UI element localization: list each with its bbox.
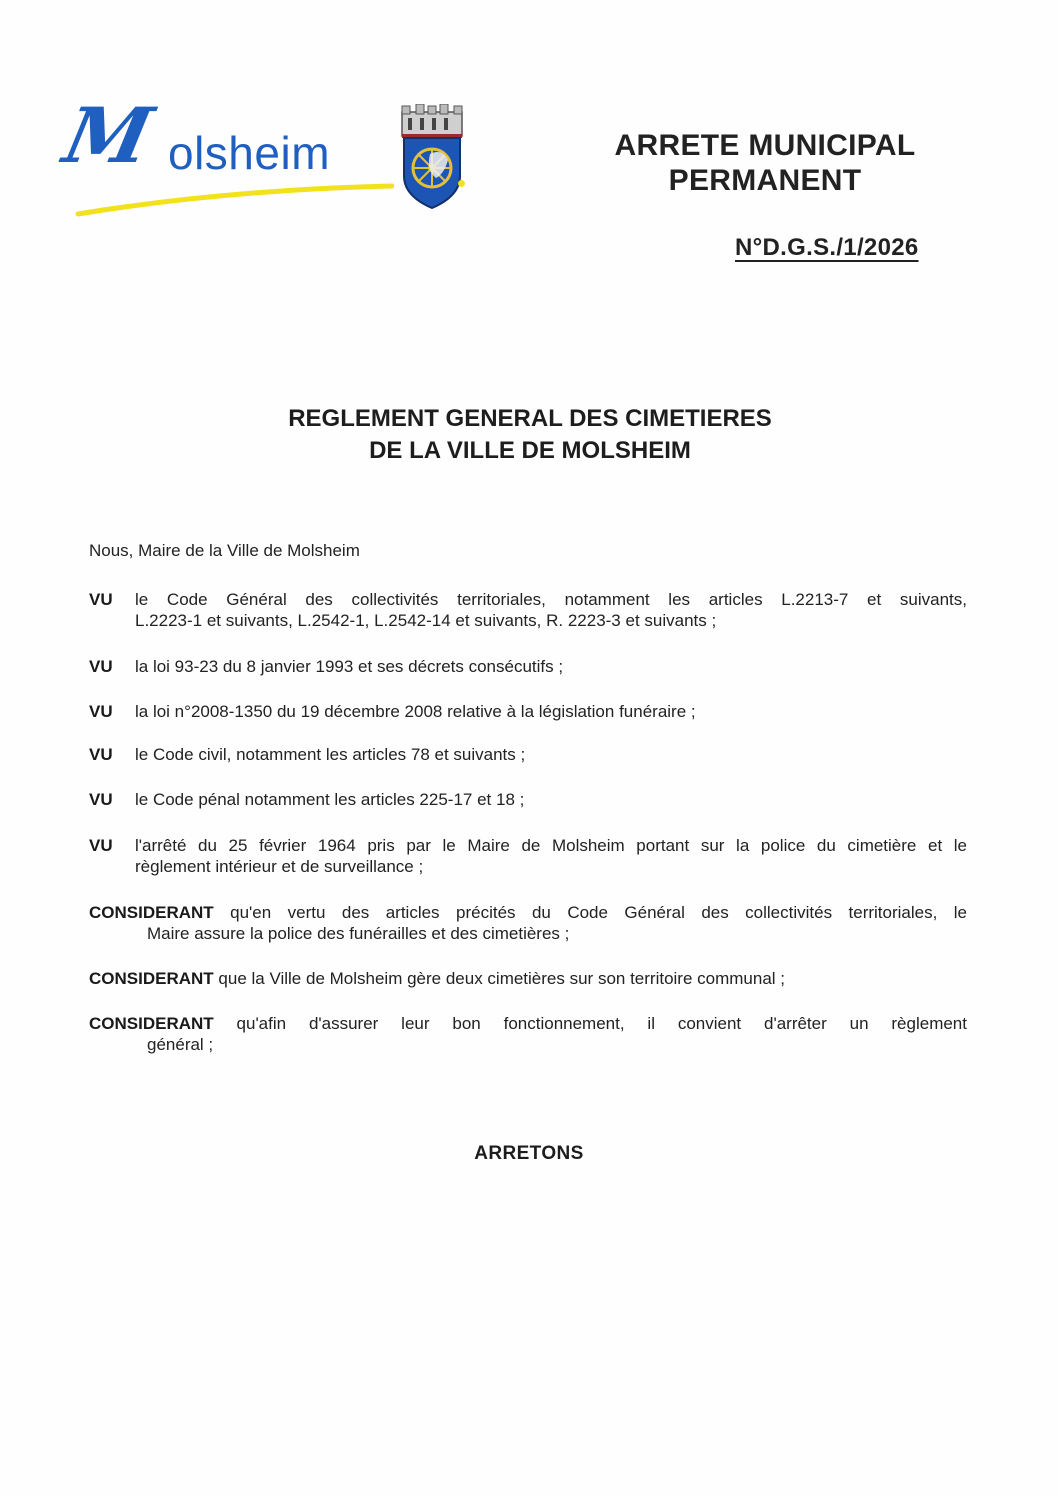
visa-text-line: le Code Général des collectivités territoriales, notamment les articles L.2213-7 et suivants, xyxy=(135,590,967,609)
considerant-keyword: CONSIDERANT xyxy=(89,969,214,988)
molsheim-logo xyxy=(56,91,476,228)
document-type-line2: PERMANENT xyxy=(668,164,862,197)
visa-keyword: VU xyxy=(89,745,113,764)
considerant-text: que la Ville de Molsheim gère deux cimetières sur son territoire communal ; xyxy=(218,969,786,988)
logo-initial: M xyxy=(56,91,156,180)
visa-text-line: L.2223-1 et suivants, L.2542-1, L.2542-14 et suivants, R. 2223-3 et suivants ; xyxy=(135,611,717,630)
considerant-text-line2: général ; xyxy=(147,1035,214,1054)
considerant-clause xyxy=(89,1013,967,1055)
considerant-text: qu'afin d'assurer leur bon fonctionnement, il convient d'arrêter un règlement xyxy=(236,1014,967,1033)
visa-keyword: VU xyxy=(89,836,113,855)
considerant-clause xyxy=(89,902,967,944)
considerant-clause xyxy=(89,968,967,989)
visa-text: la loi 93-23 du 8 janvier 1993 et ses décrets consécutifs ; xyxy=(135,657,564,676)
considerant-keyword: CONSIDERANT xyxy=(89,1014,214,1033)
visa-text-line: règlement intérieur et de surveillance ; xyxy=(135,857,424,876)
considerant-text-line2: Maire assure la police des funérailles et des cimetières ; xyxy=(147,924,570,943)
visa-text xyxy=(135,589,967,631)
visa-keyword: VU xyxy=(89,702,113,721)
visa-keyword: VU xyxy=(89,790,113,809)
considerant-line xyxy=(89,1013,967,1034)
visa-clause xyxy=(89,701,967,722)
visa-clause xyxy=(89,789,967,810)
considerant-text: qu'en vertu des articles précités du Code Général des collectivités territoriales, le xyxy=(230,903,967,922)
visa-keyword: VU xyxy=(89,657,113,676)
intro-text: Nous, Maire de la Ville de Molsheim xyxy=(89,541,360,560)
page-title xyxy=(180,403,880,467)
visa-keyword: VU xyxy=(89,590,113,609)
document-type xyxy=(570,128,960,198)
visa-text-line: l'arrêté du 25 février 1964 pris par le Maire de Molsheim portant sur la police du cimetière et le xyxy=(135,836,967,855)
visa-text xyxy=(135,835,967,877)
visa-clause xyxy=(89,744,967,765)
visa-clause xyxy=(89,589,967,631)
title-line1: REGLEMENT GENERAL DES CIMETIERES xyxy=(288,405,772,432)
visa-text: le Code civil, notamment les articles 78 et suivants ; xyxy=(135,745,526,764)
visa-clause xyxy=(89,656,967,677)
logo-swoosh-icon xyxy=(74,180,394,220)
coat-of-arms-icon xyxy=(396,104,468,210)
document-type-line1: ARRETE MUNICIPAL xyxy=(614,129,916,162)
considerant-line xyxy=(89,902,967,923)
document-number: N°D.G.S./1/2026 xyxy=(735,234,919,261)
logo-text: olsheim xyxy=(168,127,331,179)
considerant-keyword: CONSIDERANT xyxy=(89,903,214,922)
decision-heading: ARRETONS xyxy=(474,1143,584,1164)
visa-clause xyxy=(89,835,967,877)
visa-text: le Code pénal notamment les articles 225-17 et 18 ; xyxy=(135,790,525,809)
visa-text: la loi n°2008-1350 du 19 décembre 2008 relative à la législation funéraire ; xyxy=(135,702,696,721)
title-line2: DE LA VILLE DE MOLSHEIM xyxy=(369,437,691,464)
logo-dot xyxy=(458,180,465,187)
